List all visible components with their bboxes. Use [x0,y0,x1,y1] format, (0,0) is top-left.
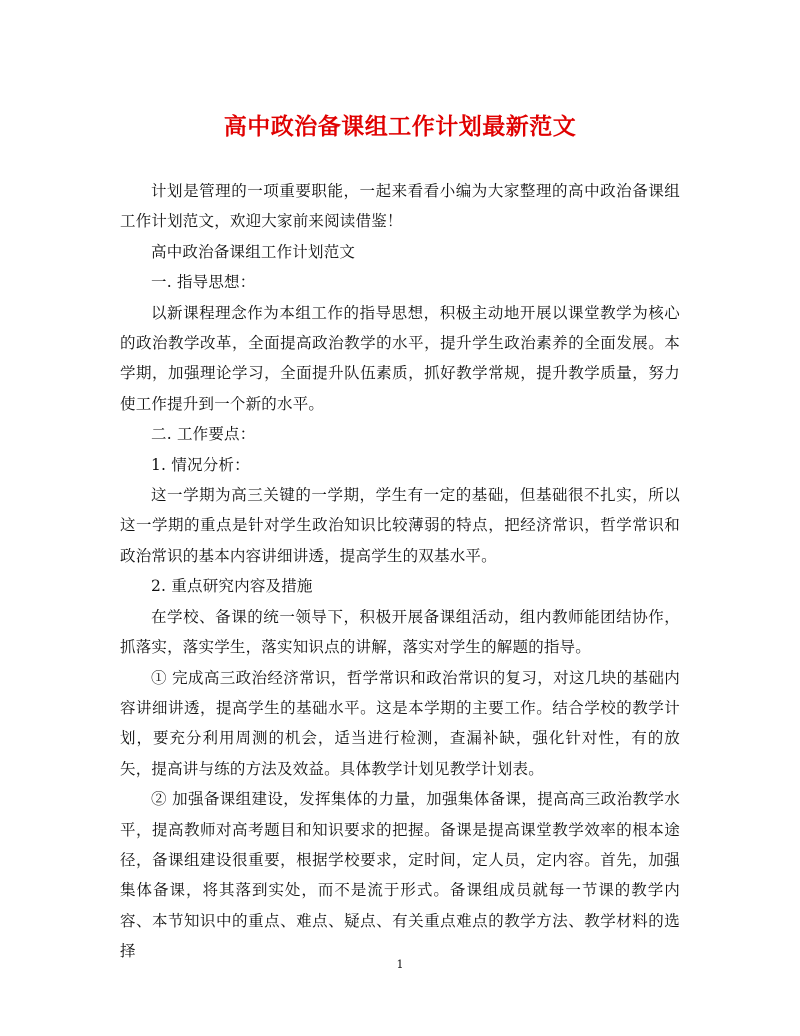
paragraph-intro: 计划是管理的一项重要职能，一起来看看小编为大家整理的高中政治备课组工作计划范文，欢迎大家前来阅读借鉴！ [120,182,680,231]
paragraph-guiding-ideology: 以新课程理念作为本组工作的指导思想，积极主动地开展以课堂教学为核心的政治教学改革，全面提高政治教学的水平，提升学生政治素养的全面发展。本学期，加强理论学习，全面提升队伍素质，抓好教学常规，提升教学质量，努力使工作提升到一个新的水平。 [120,303,680,413]
heading-situation-analysis: 1. 情况分析： [151,455,250,474]
page-number: 1 [396,958,404,971]
heading-key-research: 2. 重点研究内容及措施 [151,577,313,596]
heading-guiding-ideology: 一. 指导思想： [151,273,256,292]
paragraph-key-research: 在学校、备课的统一领导下，积极开展备课组活动，组内教师能团结协作，抓落实，落实学生，落实知识点的讲解，落实对学生的解题的指导。 [120,607,680,657]
document-body [120,176,680,967]
paragraph-item-1: ① 完成高三政治经济常识，哲学常识和政治常识的复习，对这几块的基础内容讲细讲透，提高学生的基础水平。这是本学期的主要工作。结合学校的教学计划，要充分利用周测的机会，适当进行检测，查漏补缺，强化针对性，有的放矢，提高讲与练的方法及效益。具体教学计划见教学计划表。 [120,668,680,778]
heading-work-points: 二. 工作要点： [151,425,256,444]
document-title: 高中政治备课组工作计划最新范文 [223,113,577,140]
paragraph-item-2: ② 加强备课组建设，发挥集体的力量，加强集体备课，提高高三政治教学水平，提高教师对高考题目和知识要求的把握。备课是提高课堂教学效率的根本途径，备课组建设很重要，根据学校要求，定时间，定人员，定内容。首先，加强集体备课，将其落到实处，而不是流于形式。备课组成员就每一节课的教学内容、本节知识中的重点、难点、疑点、有关重点难点的教学方法、教学材料的选择 [120,790,680,961]
paragraph-subtitle: 高中政治备课组工作计划范文 [151,242,356,261]
paragraph-situation-analysis: 这一学期为高三关键的一学期，学生有一定的基础，但基础很不扎实，所以这一学期的重点是针对学生政治知识比较薄弱的特点，把经济常识，哲学常识和政治常识的基本内容讲细讲透，提高学生的双基水平。 [120,486,680,565]
